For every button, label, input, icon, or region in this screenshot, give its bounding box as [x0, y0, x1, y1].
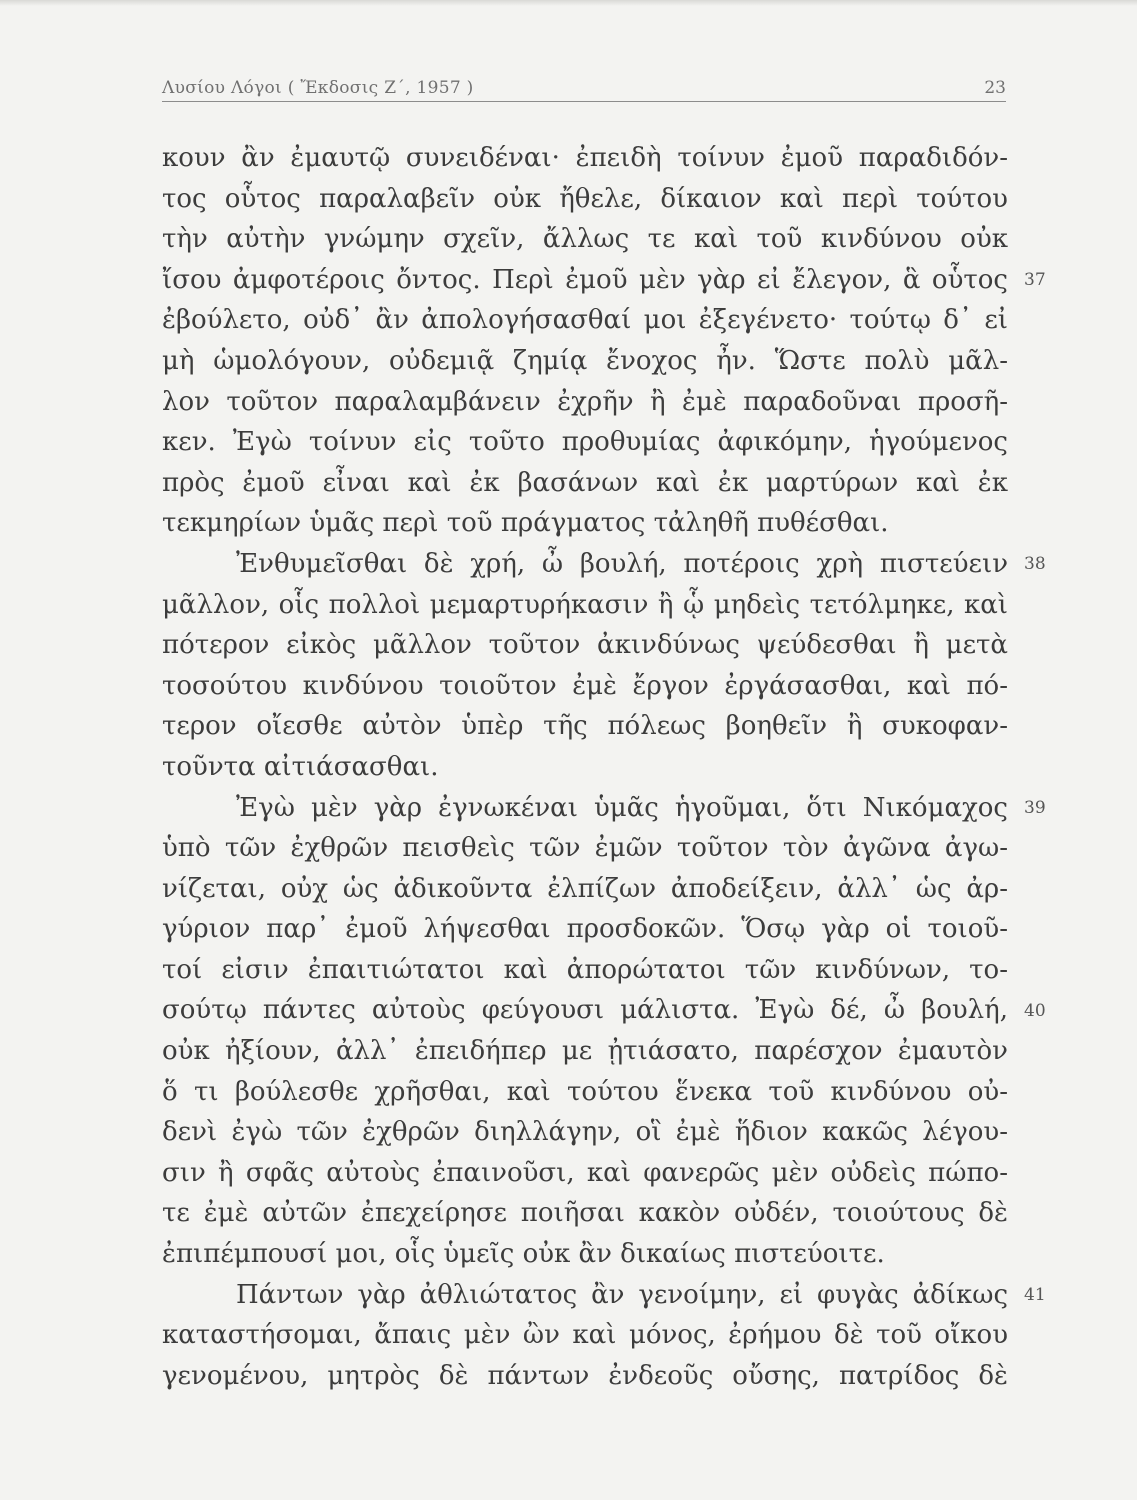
- text-line: τοῦντα αἰτιάσασθαι.: [162, 751, 439, 782]
- section-number: 37: [1024, 269, 1046, 290]
- text-line: ὅ τι βούλεσθε χρῆσθαι, καὶ τούτου ἕνεκα τοῦ κινδύνου οὐ-: [162, 1076, 1008, 1107]
- text-line: κεν. Ἐγὼ τοίνυν εἰς τοῦτο προθυμίας ἀφικόμην, ἡγούμενος: [162, 427, 1008, 458]
- scan-edge: [0, 0, 1137, 6]
- text-line: τος οὗτος παραλαβεῖν οὐκ ἤθελε, δίκαιον καὶ περὶ τούτου: [162, 183, 1008, 214]
- text-line: γύριον παρ᾽ ἐμοῦ λήψεσθαι προσδοκῶν. Ὅσῳ γὰρ οἱ τοιοῦ-: [162, 914, 1008, 945]
- section-number: 39: [1024, 797, 1046, 818]
- text-line: τοσούτου κινδύνου τοιοῦτον ἐμὲ ἔργον ἐργάσασθαι, καὶ πό-: [162, 670, 1008, 701]
- text-line: πρὸς ἐμοῦ εἶναι καὶ ἐκ βασάνων καὶ ἐκ μαρτύρων καὶ ἐκ: [162, 467, 1008, 498]
- header-rule: [162, 101, 1006, 102]
- text-line: τοί εἰσιν ἐπαιτιώτατοι καὶ ἀπορώτατοι τῶν κινδύνων, το-: [162, 954, 1008, 985]
- text-body: [162, 138, 1008, 1396]
- text-line: τεκμηρίων ὑμᾶς περὶ τοῦ πράγματος τἀληθῆ πυθέσθαι.: [162, 508, 889, 539]
- text-line: ὑπὸ τῶν ἐχθρῶν πεισθεὶς τῶν ἐμῶν τοῦτον τὸν ἀγῶνα ἀγω-: [162, 833, 1008, 864]
- running-title: Λυσίου Λόγοι ( Ἔκδοσις Ζ΄, 1957 ): [162, 78, 474, 98]
- text-line: Πάντων γὰρ ἀθλιώτατος ἂν γενοίμην, εἰ φυγὰς ἀδίκως: [236, 1279, 1008, 1310]
- text-line: κουν ἂν ἐμαυτῷ συνειδέναι· ἐπειδὴ τοίνυν ἐμοῦ παραδιδόν-: [162, 143, 1008, 173]
- text-line: τὴν αὐτὴν γνώμην σχεῖν, ἄλλως τε καὶ τοῦ κινδύνου οὐκ: [162, 224, 1008, 255]
- running-header: [162, 74, 1006, 104]
- text-line: πότερον εἰκὸς μᾶλλον τοῦτον ἀκινδύνως ψεύδεσθαι ἢ μετὰ: [162, 630, 1008, 661]
- text-line: μᾶλλον, οἷς πολλοὶ μεμαρτυρήκασιν ἢ ᾧ μηδεὶς τετόλμηκε, καὶ: [162, 589, 1008, 620]
- page-number: 23: [984, 78, 1006, 98]
- section-number: 41: [1024, 1284, 1046, 1305]
- text-line: τερον οἴεσθε αὐτὸν ὑπὲρ τῆς πόλεως βοηθεῖν ἢ συκοφαν-: [162, 711, 1008, 742]
- text-line: τε ἐμὲ αὐτῶν ἐπεχείρησε ποιῆσαι κακὸν οὐδέν, τοιούτους δὲ: [162, 1198, 1008, 1229]
- text-line: δενὶ ἐγὼ τῶν ἐχθρῶν διηλλάγην, οἳ ἐμὲ ἥδιον κακῶς λέγου-: [162, 1117, 1008, 1148]
- text-line: ἐπιπέμπουσί μοι, οἷς ὑμεῖς οὐκ ἂν δικαίως πιστεύοιτε.: [162, 1239, 885, 1270]
- text-line: σιν ἢ σφᾶς αὐτοὺς ἐπαινοῦσι, καὶ φανερῶς μὲν οὐδεὶς πώπο-: [162, 1157, 1008, 1188]
- text-line: Ἐνθυμεῖσθαι δὲ χρή, ὦ βουλή, ποτέροις χρὴ πιστεύειν: [236, 548, 1008, 579]
- text-line: γενομένου, μητρὸς δὲ πάντων ἐνδεοῦς οὔσης, πατρίδος δὲ: [162, 1360, 1008, 1391]
- section-number: 38: [1024, 554, 1046, 574]
- text-line: ἴσου ἀμφοτέροις ὄντος. Περὶ ἐμοῦ μὲν γὰρ εἰ ἔλεγον, ἃ οὗτος: [162, 264, 1008, 295]
- text-line: οὐκ ἠξίουν, ἀλλ᾽ ἐπειδήπερ με ᾐτιάσατο, παρέσχον ἐμαυτὸν: [162, 1036, 1008, 1067]
- text-line: καταστήσομαι, ἄπαις μὲν ὢν καὶ μόνος, ἐρήμου δὲ τοῦ οἴκου: [162, 1320, 1008, 1351]
- section-number: 40: [1024, 1000, 1046, 1021]
- text-line: σούτῳ πάντες αὐτοὺς φεύγουσι μάλιστα. Ἐγὼ δέ, ὦ βουλή,: [162, 995, 1008, 1026]
- text-line: Ἐγὼ μὲν γὰρ ἐγνωκέναι ὑμᾶς ἡγοῦμαι, ὅτι Νικόμαχος: [236, 792, 1008, 823]
- text-line: λον τοῦτον παραλαμβάνειν ἐχρῆν ἢ ἐμὲ παραδοῦναι προσῆ-: [162, 386, 1008, 417]
- text-line: μὴ ὡμολόγουν, οὐδεμιᾷ ζημίᾳ ἔνοχος ἦν. Ὥστε πολὺ μᾶλ-: [162, 345, 1008, 376]
- text-line: νίζεται, οὐχ ὡς ἀδικοῦντα ἐλπίζων ἀποδείξειν, ἀλλ᾽ ὡς ἀρ-: [162, 873, 1008, 904]
- text-line: ἐβούλετο, οὐδ᾽ ἂν ἀπολογήσασθαί μοι ἐξεγένετο· τούτῳ δ᾽ εἰ: [162, 305, 1008, 336]
